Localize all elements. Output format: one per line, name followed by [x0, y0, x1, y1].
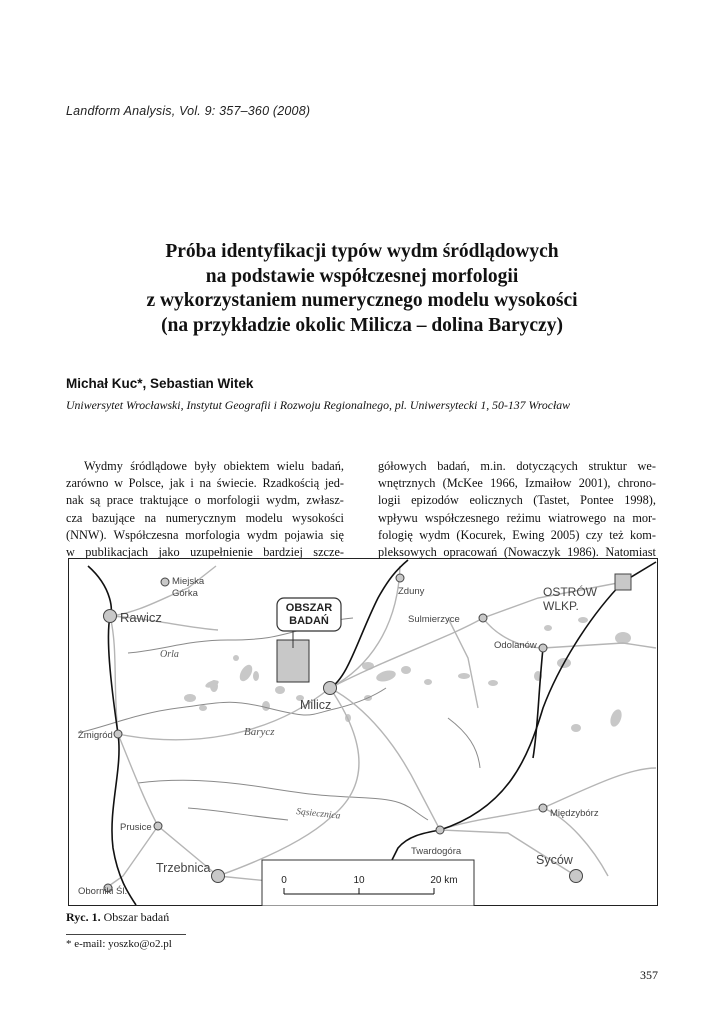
town-sulmierzyce: Sulmierzyce — [408, 614, 460, 625]
body-column-left — [66, 458, 344, 561]
ostrow-city-marker — [615, 574, 631, 590]
text-line: pleksowych opracowań (Nowaczyk 1986). Natomiast — [378, 544, 656, 559]
caption-label: Ryc. 1. — [66, 910, 101, 924]
paper-title — [60, 240, 664, 338]
text-line: wpływu współczesnego reżimu wiatrowego na mor- — [378, 510, 656, 525]
text-line: logii epizodów eolicznych (Tastet, Pontee 1998), — [378, 493, 656, 508]
footnote: * e-mail: yoszko@o2.pl — [66, 938, 172, 950]
figure-caption — [66, 910, 169, 925]
text-line: Wydmy śródlądowe były obiektem wielu badań, — [84, 459, 344, 473]
caption-text: Obszar badań — [103, 910, 170, 924]
scale-tick-20: 20 km — [430, 875, 458, 886]
title-line-1: Próba identyfikacji typów wydm śródlądowych — [165, 241, 559, 262]
title-line-4: (na przykładzie okolic Milicza – dolina Baryczy) — [161, 314, 563, 336]
river-orla: Orla — [160, 649, 179, 660]
town-prusice: Prusice — [120, 822, 152, 833]
authors: Michał Kuc*, Sebastian Witek — [66, 376, 254, 391]
town-trzebnica: Trzebnica — [156, 861, 211, 875]
text-line: nak są prace traktujące o morfologii wydm, zwłasz- — [66, 493, 344, 508]
town-wlkp: WLKP. — [543, 599, 579, 613]
river-barycz: Barycz — [244, 726, 275, 738]
town-ostrow: OSTRÓW — [543, 585, 597, 599]
town-gorka: Górka — [172, 588, 198, 599]
scale-bar — [262, 860, 474, 906]
body-column-right — [378, 458, 656, 561]
town-milicz: Milicz — [300, 698, 332, 712]
town-zduny: Zduny — [398, 586, 425, 597]
page-number: 357 — [640, 968, 658, 982]
scale-tick-10: 10 — [353, 875, 365, 886]
text-line: cza bazujące na numerycznym modelu wysokości — [66, 510, 344, 525]
footnote-divider — [66, 934, 186, 935]
study-area-map — [68, 558, 658, 906]
text-line: gółowych badań, m.in. dotyczących struktur we- — [378, 459, 656, 473]
river-sasiecznica: Sąsiecznica — [295, 807, 341, 822]
town-rawicz: Rawicz — [120, 610, 162, 625]
town-twardogora: Twardogóra — [411, 846, 462, 857]
text-line: w publikacjach jako uzupełnienie bardziej szcze- — [66, 544, 344, 559]
journal-header: Landform Analysis, Vol. 9: 357–360 (2008) — [66, 104, 311, 118]
text-line: zarówno w Polsce, jak i na świecie. Rzadkością jed- — [66, 476, 344, 491]
study-area-label-2: BADAŃ — [289, 615, 329, 627]
study-area-label-1: OBSZAR — [285, 602, 333, 614]
town-sycow: Syców — [536, 853, 573, 867]
affiliation: Uniwersytet Wrocławski, Instytut Geografii i Rozwoju Regionalnego, pl. Uniwersytecki 1, 50-137 Wrocław — [66, 398, 571, 412]
town-oborniki: Oborniki Śl. — [78, 886, 128, 897]
text-line: wnętrznych (McKee 1966, Izmaiłow 2001), chrono- — [378, 476, 656, 491]
town-odolanow: Odolanów — [494, 640, 537, 651]
text-line: (NNW). Współczesna morfologia wydm pojawia się — [66, 527, 344, 542]
text-line: fologię wydm (Kocurek, Ewing 2005) czy też kom- — [378, 527, 656, 542]
scale-tick-0: 0 — [281, 875, 287, 886]
title-line-3: z wykorzystaniem numerycznego modelu wysokości — [146, 290, 578, 311]
town-miejska: Miejska — [172, 576, 205, 587]
town-zmigrod: Żmigród — [78, 730, 113, 741]
title-line-2: na podstawie współczesnej morfologii — [205, 265, 519, 287]
town-miedzyborz: Międzybórz — [550, 808, 599, 819]
